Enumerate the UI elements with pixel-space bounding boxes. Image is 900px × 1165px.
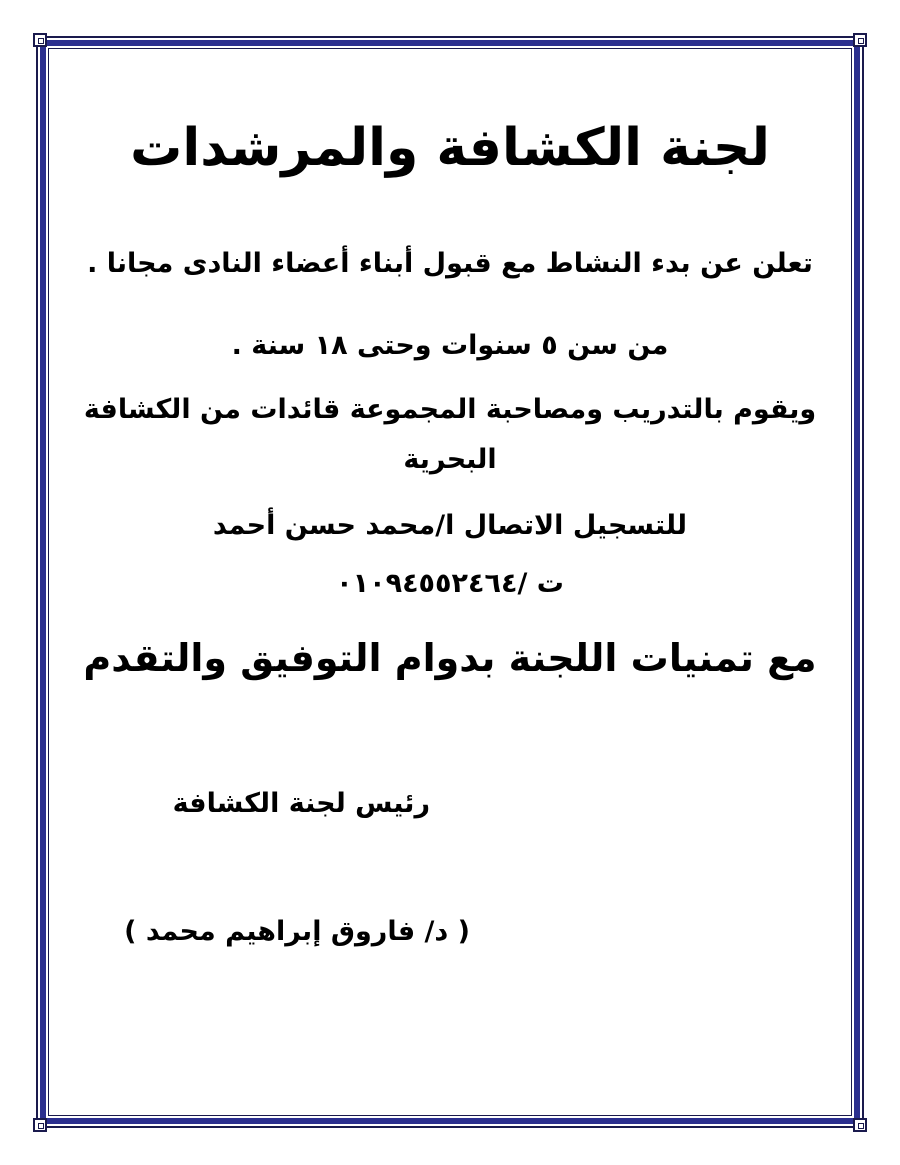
corner-ornament-bottom-left xyxy=(33,1118,47,1132)
corner-ornament-top-left xyxy=(33,33,47,47)
corner-ornament-bottom-right xyxy=(853,1118,867,1132)
notice-line-age-range: من سن ٥ سنوات وحتى ١٨ سنة . xyxy=(231,330,669,361)
signature-title: رئيس لجنة الكشافة xyxy=(172,788,430,819)
notice-title: لجنة الكشافة والمرشدات xyxy=(130,118,770,178)
notice-line-wishes: مع تمنيات اللجنة بدوام التوفيق والتقدم xyxy=(83,636,817,680)
signature-name: ( د/ فاروق إبراهيم محمد ) xyxy=(124,916,470,947)
notice-line-training: ويقوم بالتدريب ومصاحبة المجموعة قائدات من الكشافة xyxy=(83,394,817,425)
notice-line-registration: للتسجيل الاتصال ا/محمد حسن أحمد xyxy=(212,510,688,541)
notice-line-phone: ت /٠١٠٩٤٥٥٢٤٦٤ xyxy=(336,568,564,599)
notice-line-training-cont: البحرية xyxy=(403,444,497,475)
notice-line-announcement: تعلن عن بدء النشاط مع قبول أبناء أعضاء النادى مجانا . xyxy=(87,248,813,279)
corner-ornament-top-right xyxy=(853,33,867,47)
